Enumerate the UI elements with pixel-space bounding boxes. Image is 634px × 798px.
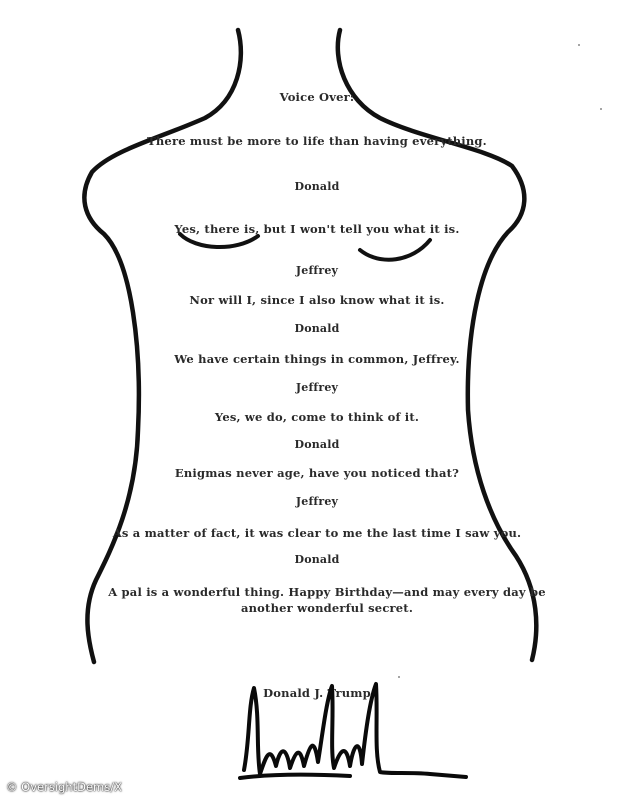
- dialogue-line: Yes, we do, come to think of it.: [214, 410, 420, 424]
- speaker-name: Donald: [294, 438, 340, 451]
- speaker-name: Donald: [294, 553, 340, 566]
- dialogue-line: Nor will I, since I also know what it is.: [189, 293, 445, 307]
- dialogue-line: We have certain things in common, Jeffrey.: [174, 352, 460, 366]
- speaker-name: Donald: [294, 180, 340, 193]
- scan-speck: [600, 108, 602, 110]
- voice-over-label: Voice Over:: [279, 90, 355, 104]
- speaker-name: Donald: [294, 322, 340, 335]
- speaker-name: Jeffrey: [295, 495, 339, 508]
- dialogue-line: As a matter of fact, it was clear to me the last time I saw you.: [112, 526, 522, 540]
- speaker-name: Jeffrey: [295, 381, 339, 394]
- dialogue-line: There must be more to life than having everything.: [147, 134, 487, 148]
- dialogue-line: Yes, there is, but I won't tell you what it is.: [174, 222, 460, 236]
- handwritten-signature: [230, 678, 480, 788]
- dialogue-line: Enigmas never age, have you noticed that?: [174, 466, 460, 480]
- signature-name: Donald J. Trump: [263, 686, 371, 700]
- scan-speck: [578, 44, 580, 46]
- image-credit: © OversightDems/X: [6, 780, 122, 794]
- closing-line: A pal is a wonderful thing. Happy Birthday—and may every day be another wonderful secret.: [108, 585, 546, 615]
- speaker-name: Jeffrey: [295, 264, 339, 277]
